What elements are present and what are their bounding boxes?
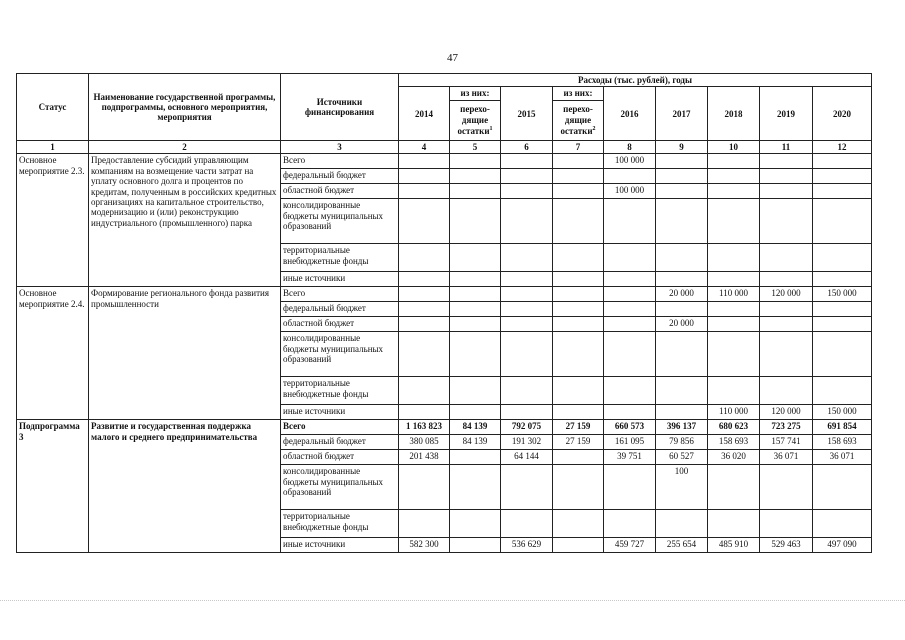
value-cell: 660 573 xyxy=(604,420,656,435)
value-cell xyxy=(399,405,450,420)
table-row xyxy=(17,287,872,302)
row-status: Основное мероприятие 2.4. xyxy=(17,287,89,420)
value-cell xyxy=(450,450,501,465)
funding-source: территориальные внебюджетные фонды xyxy=(281,510,399,538)
value-cell xyxy=(813,317,872,332)
value-cell: 36 020 xyxy=(708,450,760,465)
value-cell: 158 693 xyxy=(708,435,760,450)
value-cell xyxy=(553,272,604,287)
value-cell xyxy=(450,317,501,332)
header-sub1-top: из них: xyxy=(450,87,501,101)
value-cell xyxy=(399,510,450,538)
value-cell xyxy=(399,302,450,317)
value-cell xyxy=(399,244,450,272)
value-cell xyxy=(760,332,813,377)
value-cell xyxy=(760,272,813,287)
value-cell: 36 071 xyxy=(813,450,872,465)
table-row xyxy=(17,154,872,169)
value-cell xyxy=(399,272,450,287)
value-cell xyxy=(760,199,813,244)
value-cell xyxy=(708,244,760,272)
header-year-2020: 2020 xyxy=(813,87,872,141)
value-cell xyxy=(553,302,604,317)
row-name: Формирование регионального фонда развития промышленности xyxy=(89,287,281,420)
value-cell xyxy=(708,154,760,169)
header-sub2-top: из них: xyxy=(553,87,604,101)
funding-source: иные источники xyxy=(281,538,399,553)
value-cell xyxy=(501,169,553,184)
value-cell: 84 139 xyxy=(450,435,501,450)
value-cell xyxy=(813,377,872,405)
funding-source: Всего xyxy=(281,287,399,302)
value-cell xyxy=(399,377,450,405)
value-cell: 396 137 xyxy=(656,420,708,435)
value-cell: 20 000 xyxy=(656,317,708,332)
value-cell xyxy=(553,154,604,169)
value-cell: 100 xyxy=(656,465,708,510)
value-cell: 60 527 xyxy=(656,450,708,465)
value-cell xyxy=(708,317,760,332)
value-cell xyxy=(604,244,656,272)
value-cell: 582 300 xyxy=(399,538,450,553)
value-cell xyxy=(399,184,450,199)
header-name: Наименование государственной программы, подпрограммы, основного мероприятия, мероприятия xyxy=(89,74,281,141)
value-cell xyxy=(760,184,813,199)
header-sources: Источники финансирования xyxy=(281,74,399,141)
value-cell xyxy=(813,302,872,317)
funding-source: областной бюджет xyxy=(281,184,399,199)
value-cell: 150 000 xyxy=(813,405,872,420)
value-cell xyxy=(708,169,760,184)
value-cell xyxy=(604,302,656,317)
value-cell xyxy=(501,510,553,538)
value-cell xyxy=(450,405,501,420)
header-status: Статус xyxy=(17,74,89,141)
value-cell xyxy=(553,405,604,420)
value-cell xyxy=(553,510,604,538)
value-cell xyxy=(501,244,553,272)
value-cell xyxy=(604,169,656,184)
value-cell: 110 000 xyxy=(708,287,760,302)
value-cell xyxy=(399,332,450,377)
value-cell xyxy=(501,405,553,420)
budget-table xyxy=(16,73,872,553)
value-cell: 39 751 xyxy=(604,450,656,465)
value-cell xyxy=(656,510,708,538)
header-sub2-bottom xyxy=(553,101,604,141)
value-cell xyxy=(399,465,450,510)
value-cell xyxy=(553,377,604,405)
value-cell xyxy=(553,199,604,244)
value-cell: 27 159 xyxy=(553,435,604,450)
row-status: Подпрограмма 3 xyxy=(17,420,89,553)
value-cell xyxy=(450,184,501,199)
value-cell xyxy=(553,332,604,377)
value-cell: 723 275 xyxy=(760,420,813,435)
value-cell xyxy=(708,465,760,510)
value-cell xyxy=(656,302,708,317)
value-cell xyxy=(501,317,553,332)
funding-source: федеральный бюджет xyxy=(281,169,399,184)
value-cell xyxy=(501,377,553,405)
value-cell xyxy=(604,317,656,332)
value-cell xyxy=(501,332,553,377)
value-cell xyxy=(450,169,501,184)
value-cell xyxy=(760,244,813,272)
value-cell: 64 144 xyxy=(501,450,553,465)
value-cell xyxy=(399,169,450,184)
footnote-1: 1 xyxy=(489,126,493,133)
value-cell xyxy=(553,287,604,302)
value-cell: 485 910 xyxy=(708,538,760,553)
value-cell xyxy=(553,538,604,553)
funding-source: иные источники xyxy=(281,405,399,420)
value-cell xyxy=(813,184,872,199)
value-cell xyxy=(708,272,760,287)
value-cell xyxy=(399,317,450,332)
value-cell xyxy=(501,287,553,302)
value-cell xyxy=(604,377,656,405)
value-cell: 680 623 xyxy=(708,420,760,435)
value-cell xyxy=(450,244,501,272)
column-number: 3 xyxy=(281,141,399,154)
value-cell xyxy=(604,465,656,510)
value-cell: 79 856 xyxy=(656,435,708,450)
value-cell xyxy=(656,377,708,405)
value-cell: 191 302 xyxy=(501,435,553,450)
value-cell xyxy=(501,199,553,244)
value-cell: 120 000 xyxy=(760,287,813,302)
value-cell: 380 085 xyxy=(399,435,450,450)
funding-source: Всего xyxy=(281,154,399,169)
value-cell: 20 000 xyxy=(656,287,708,302)
header-sub2-text: перехо-дящие остатки xyxy=(560,104,593,137)
value-cell xyxy=(708,302,760,317)
value-cell xyxy=(604,272,656,287)
value-cell: 536 629 xyxy=(501,538,553,553)
value-cell xyxy=(399,154,450,169)
value-cell xyxy=(813,272,872,287)
value-cell: 161 095 xyxy=(604,435,656,450)
value-cell xyxy=(399,199,450,244)
value-cell xyxy=(450,287,501,302)
funding-source: иные источники xyxy=(281,272,399,287)
value-cell xyxy=(708,377,760,405)
value-cell: 792 075 xyxy=(501,420,553,435)
column-number: 1 xyxy=(17,141,89,154)
value-cell xyxy=(450,154,501,169)
value-cell: 255 654 xyxy=(656,538,708,553)
table-row xyxy=(17,420,872,435)
header-year-2015: 2015 xyxy=(501,87,553,141)
column-number: 9 xyxy=(656,141,708,154)
value-cell xyxy=(450,272,501,287)
value-cell xyxy=(450,538,501,553)
funding-source: Всего xyxy=(281,420,399,435)
value-cell xyxy=(656,405,708,420)
value-cell xyxy=(813,169,872,184)
page-number: 47 xyxy=(447,52,458,64)
column-number-row xyxy=(17,141,872,154)
value-cell xyxy=(760,317,813,332)
funding-source: территориальные внебюджетные фонды xyxy=(281,377,399,405)
value-cell xyxy=(501,465,553,510)
value-cell xyxy=(450,199,501,244)
value-cell xyxy=(813,332,872,377)
value-cell xyxy=(760,465,813,510)
value-cell xyxy=(501,272,553,287)
value-cell: 27 159 xyxy=(553,420,604,435)
value-cell: 120 000 xyxy=(760,405,813,420)
value-cell xyxy=(708,184,760,199)
row-name: Предоставление субсидий управляющим компаниям на возмещение части затрат на уплату основного долга и процентов по кредитам, полученным в российских кредитных организациях на капитальное строительство, модернизацию и (или) реконструкцию индустриального (промышленного) парка xyxy=(89,154,281,287)
value-cell xyxy=(760,510,813,538)
value-cell xyxy=(813,244,872,272)
header-expenses: Расходы (тыс. рублей), годы xyxy=(399,74,872,87)
value-cell xyxy=(450,465,501,510)
value-cell: 36 071 xyxy=(760,450,813,465)
value-cell xyxy=(553,450,604,465)
value-cell xyxy=(604,510,656,538)
column-number: 12 xyxy=(813,141,872,154)
value-cell xyxy=(813,510,872,538)
value-cell xyxy=(553,317,604,332)
value-cell: 150 000 xyxy=(813,287,872,302)
funding-source: консолидированные бюджеты муниципальных образований xyxy=(281,199,399,244)
value-cell xyxy=(450,377,501,405)
header-sub1-text: перехо-дящие остатки xyxy=(457,104,490,137)
value-cell xyxy=(656,332,708,377)
funding-source: федеральный бюджет xyxy=(281,435,399,450)
funding-source: территориальные внебюджетные фонды xyxy=(281,244,399,272)
funding-source: федеральный бюджет xyxy=(281,302,399,317)
value-cell: 110 000 xyxy=(708,405,760,420)
value-cell xyxy=(656,199,708,244)
column-number: 10 xyxy=(708,141,760,154)
funding-source: областной бюджет xyxy=(281,317,399,332)
value-cell xyxy=(553,465,604,510)
value-cell xyxy=(501,154,553,169)
value-cell: 100 000 xyxy=(604,154,656,169)
value-cell: 100 000 xyxy=(604,184,656,199)
value-cell xyxy=(604,287,656,302)
footnote-2: 2 xyxy=(592,126,596,133)
value-cell: 691 854 xyxy=(813,420,872,435)
value-cell xyxy=(450,302,501,317)
value-cell: 157 741 xyxy=(760,435,813,450)
value-cell xyxy=(760,377,813,405)
table-body xyxy=(17,154,872,553)
funding-source: консолидированные бюджеты муниципальных образований xyxy=(281,465,399,510)
value-cell: 497 090 xyxy=(813,538,872,553)
value-cell xyxy=(813,199,872,244)
column-number: 11 xyxy=(760,141,813,154)
value-cell xyxy=(813,154,872,169)
value-cell xyxy=(760,302,813,317)
value-cell xyxy=(604,199,656,244)
row-status: Основное мероприятие 2.3. xyxy=(17,154,89,287)
header-year-2019: 2019 xyxy=(760,87,813,141)
header-sub1-bottom xyxy=(450,101,501,141)
header-year-2014: 2014 xyxy=(399,87,450,141)
header-year-2018: 2018 xyxy=(708,87,760,141)
value-cell xyxy=(656,184,708,199)
value-cell xyxy=(604,332,656,377)
value-cell xyxy=(708,199,760,244)
column-number: 7 xyxy=(553,141,604,154)
value-cell xyxy=(656,169,708,184)
value-cell: 84 139 xyxy=(450,420,501,435)
value-cell xyxy=(760,154,813,169)
column-number: 8 xyxy=(604,141,656,154)
value-cell xyxy=(450,332,501,377)
value-cell xyxy=(656,244,708,272)
value-cell xyxy=(553,169,604,184)
value-cell xyxy=(450,510,501,538)
value-cell: 529 463 xyxy=(760,538,813,553)
value-cell xyxy=(501,302,553,317)
value-cell: 459 727 xyxy=(604,538,656,553)
header-year-2017: 2017 xyxy=(656,87,708,141)
value-cell: 1 163 823 xyxy=(399,420,450,435)
header-year-2016: 2016 xyxy=(604,87,656,141)
value-cell xyxy=(553,244,604,272)
scan-artifact-line xyxy=(0,600,905,609)
column-number: 5 xyxy=(450,141,501,154)
value-cell xyxy=(656,154,708,169)
row-name: Развитие и государственная поддержка малого и среднего предпринимательства xyxy=(89,420,281,553)
funding-source: областной бюджет xyxy=(281,450,399,465)
column-number: 6 xyxy=(501,141,553,154)
table-header xyxy=(17,74,872,154)
value-cell xyxy=(399,287,450,302)
column-number: 4 xyxy=(399,141,450,154)
funding-source: консолидированные бюджеты муниципальных образований xyxy=(281,332,399,377)
value-cell xyxy=(501,184,553,199)
value-cell xyxy=(813,465,872,510)
value-cell: 201 438 xyxy=(399,450,450,465)
value-cell xyxy=(604,405,656,420)
value-cell xyxy=(760,169,813,184)
column-number: 2 xyxy=(89,141,281,154)
value-cell xyxy=(656,272,708,287)
value-cell xyxy=(553,184,604,199)
value-cell xyxy=(708,510,760,538)
value-cell: 158 693 xyxy=(813,435,872,450)
value-cell xyxy=(708,332,760,377)
